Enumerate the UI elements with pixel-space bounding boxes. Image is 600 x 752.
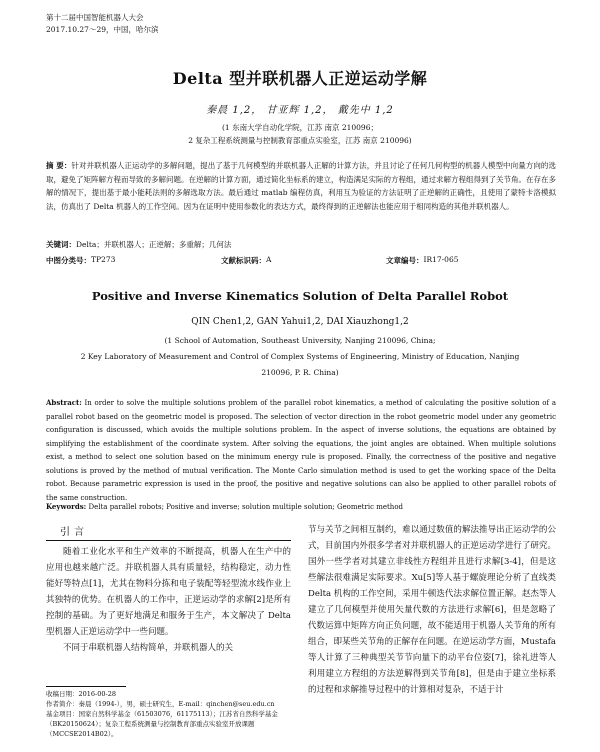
clc-number [46,255,116,266]
article-number [386,255,459,266]
english-affiliation-3: 210096, P. R. China) [261,368,339,377]
introduction-heading: 引言 [60,527,88,538]
document-code-value: A [266,255,272,264]
clc-label: 中图分类号： [46,256,91,265]
article-number-label: 文章编号： [386,256,424,265]
section-divider [46,540,291,541]
chinese-title: Delta 型并联机器人正逆运动学解 [172,69,428,88]
document-code-label: 文献标识码： [221,256,266,265]
footnote-author-bio: 作者简介：秦晨（1994-），男，硕士研究生，E-mail：qinchen@seu.edu.cn [46,700,275,708]
conference-header [46,12,159,36]
english-keywords-text: Delta parallel robots; Positive and inverse; solution multiple solution; Geometric method [88,503,404,511]
english-keywords [46,502,556,511]
intro-paragraph-2: 不同于串联机器人结构简单，并联机器人的关 [63,643,234,653]
chinese-abstract-label: 摘 要： [46,161,72,170]
chinese-authors: 秦晨 1,2， 甘亚辉 1,2， 戴先中 1,2 [206,105,394,116]
chinese-affiliation-1: (1 东南大学自动化学院，江苏 南京 210096； [222,123,378,132]
chinese-keywords-label: 关键词： [46,240,76,249]
chinese-affiliation-2: 2 复杂工程系统测量与控制教育部重点实验室，江苏 南京 210096) [188,136,412,145]
english-affiliation-2: 2 Key Laboratory of Measurement and Control of Complex Systems of Engineering, Ministry of Education, Nanjing [80,352,520,361]
article-number-value: IR17-065 [423,255,459,264]
left-column [46,544,291,656]
intro-right-paragraph: 节与关节之间相互制约，难以通过数值的解法推导出正运动学的公式，目前国内外很多学者对并联机器人的正逆运动学进行了研究。国外一些学者对其建立非线性方程组并且进行求解[3-4]，但是这些解法很难满足实际要求。Xu[5]等人基于螺旋理论分析了直线类 Delta 机构的工作空间，采用牛顿迭代法求解位置正解。赵杰等人建立了几何模型并使用矢量代数的方法进行求解[6]，但是忽略了代数运算中矩阵方向正负问题，故不能适用于机器人关节角的所有组合，即某些关节角的正解存在问题。在逆运动学方面，Mustafa 等人计算了三种典型关节节向量下的动平台位姿[7]，徐礼进等人利用建立方程组的方法逆解得到关节角[8]，但是由于建立坐标系的过程和求解推导过程中的计算相对复杂，不适于计 [308,525,556,695]
intro-paragraph-1: 随着工业化水平和生产效率的不断提高，机器人在生产中的应用也越来越广泛。并联机器人具有质量轻，结构稳定，动力性能好等特点[1]，尤其在物料分拣和电子装配等轻型流水线作业上其独特的优势。在机器人的工作中，正逆运动学的求解[2]是所有控制的基础。为了更好地满足和服务于生产，本文解决了 Delta 型机器人正逆运动学中一些问题。 [46,547,291,637]
english-abstract-text: In order to solve the multiple solutions problem of the parallel robot kinematics, a method of calculating the positive solution of a parallel robot based on the geometric model is proposed. The selection of vector direction in the robot geometric model under any geometric configuration is discussed, which avoids the multiple solutions problem. In the aspect of inverse solutions, the equations are obtained by simplifying the establishment of the coordinate system. After solving the equations, the joint angles are obtained. When multiple solutions exist, a method to select one solution based on the minimum energy rule is proposed. Finally, the correctness of the positive and negative solutions is proved by the method of mutual verification. The Monte Carlo simulation method is used to get the working space of the Delta robot. Because parametric expression is used in the proof, the positive and negative solutions can also be applied to other parallel robots of the same construction. [46,399,556,502]
chinese-keywords [46,239,556,250]
footnote-received: 收稿日期：2016-00-28 [46,690,116,698]
english-authors: QIN Chen1,2, GAN Yahui1,2, DAI Xiauzhong1,2 [191,317,409,327]
english-title: Positive and Inverse Kinematics Solution of Delta Parallel Robot [91,289,509,303]
english-keywords-label: Keywords: [46,502,87,511]
chinese-abstract [46,159,556,213]
conference-name: 第十二届中国智能机器人大会 [46,13,144,22]
english-abstract [46,396,556,505]
chinese-abstract-text: 针对并联机器人正运动学的多解问题，提出了基于几何模型的并联机器人正解的计算方法，并且讨论了任何几何构型的机器人模型中向量方向的选取，避免了矩阵解方程而导致的多解问题。在逆解的计算方面，通过简化坐标系的建立，构造满足实际的方程组，通过求解方程组得到了关节角。在存在多解的情况下，提出基于最小能耗法则的多解选取方法。最后通过 matlab 编程仿真，利用互为验证的方法证明了正逆解的正确性，且使用了蒙特卡洛模拟法，仿真出了 Delta 机器人的工作空间。因为在证明中使用参数化的表达方式，最终得到的正逆解法也能应用于相同构造的其他并联机器人。 [46,161,556,211]
document-code [221,255,272,266]
footnote-divider [46,686,126,687]
right-column [308,522,556,698]
clc-value: TP273 [91,255,116,264]
chinese-keywords-text: Delta；并联机器人；正逆解；多重解；几何法 [76,240,232,249]
footnote [46,689,291,739]
footnote-funding: 基金项目：国家自然科学基金（61503076，61175113）；江苏省自然科学基金（BK20150624）；复杂工程系统测量与控制教育部重点实验室开放课题（MCCSE2014B02）。 [46,710,278,738]
english-affiliation-1: (1 School of Automation, Southeast University, Nanjing 210096, China; [164,336,436,345]
conference-date-location: 2017.10.27～29，中国，哈尔滨 [46,25,159,34]
english-abstract-label: Abstract: [46,398,82,407]
